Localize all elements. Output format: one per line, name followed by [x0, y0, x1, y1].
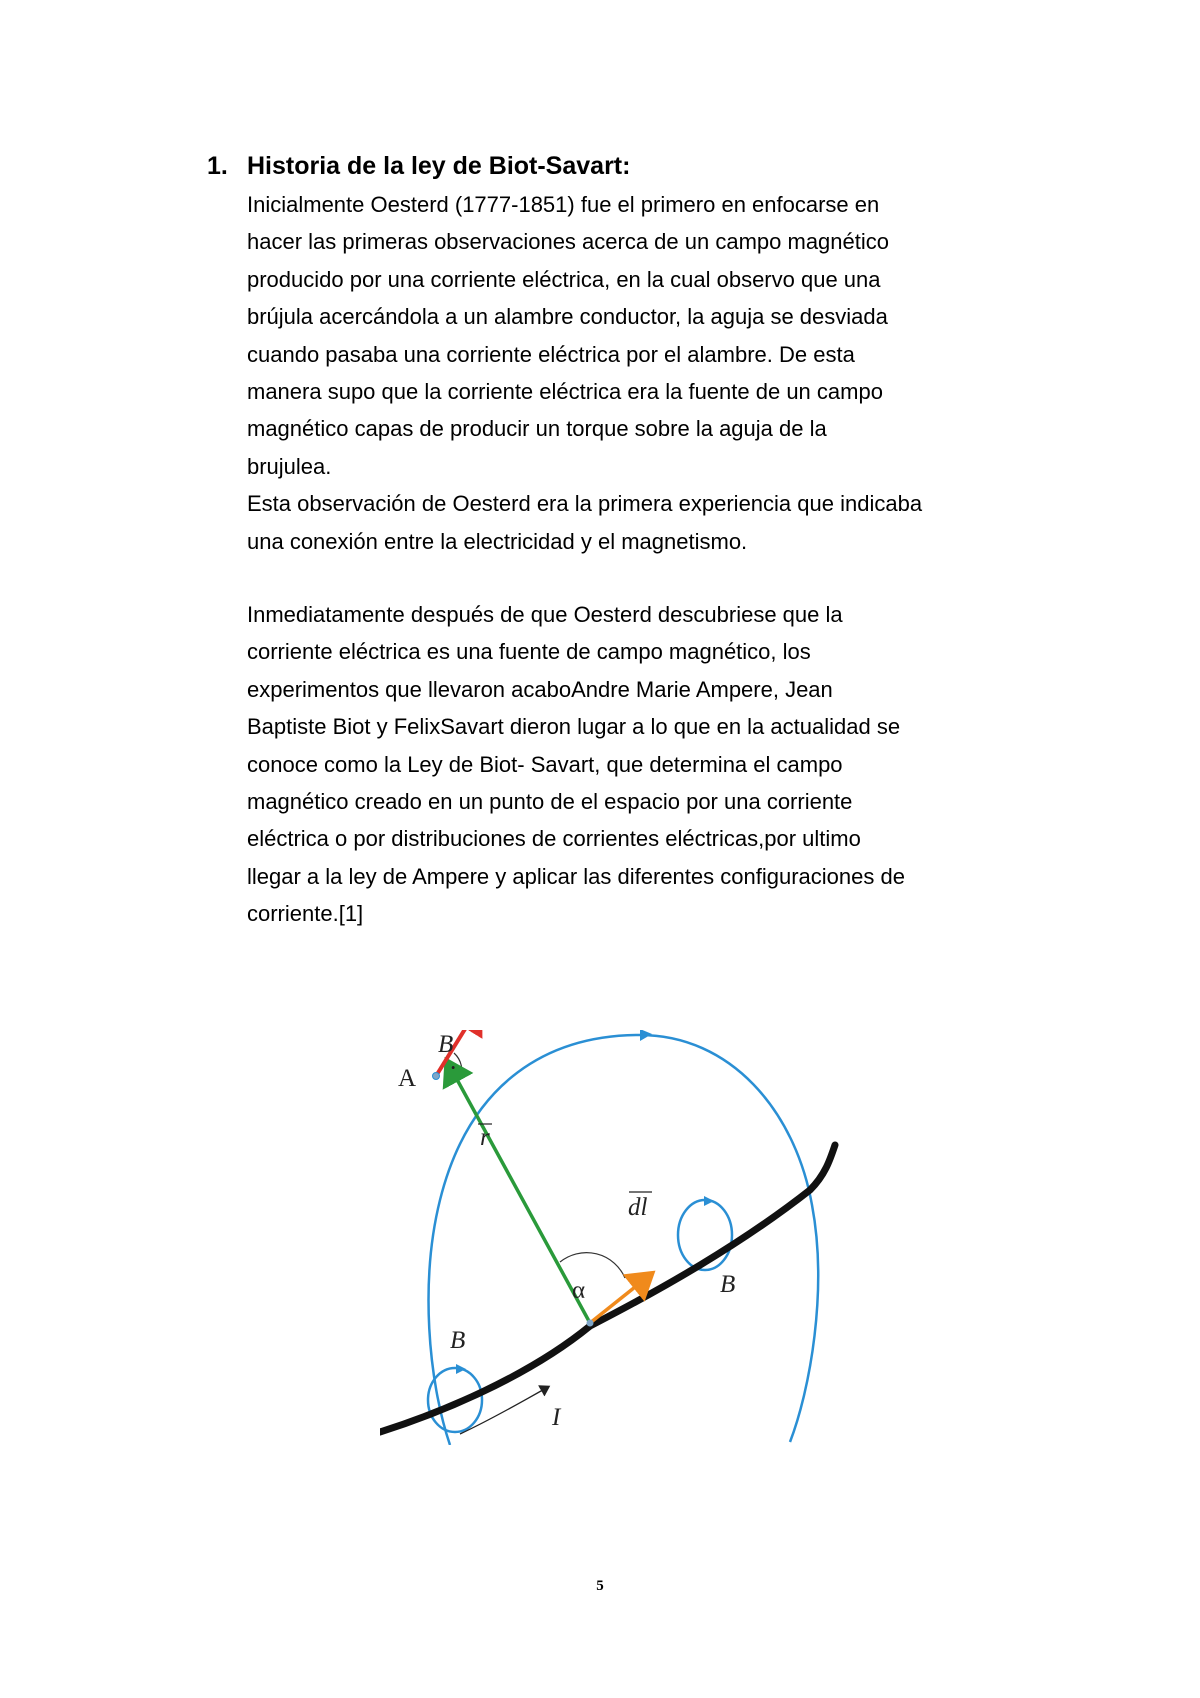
text-line: producido por una corriente eléctrica, en la cual observo que una — [247, 266, 881, 292]
text-line: una conexión entre la electricidad y el magnetismo. — [247, 528, 748, 554]
current-wire — [380, 1145, 835, 1438]
position-vector-r — [448, 1063, 590, 1323]
section-title: Historia de la ley de Biot-Savart: — [247, 152, 631, 180]
point-a-marker — [433, 1073, 440, 1080]
angle-arc — [560, 1253, 625, 1278]
text-line: Esta observación de Oesterd era la primera experiencia que indicaba — [247, 491, 923, 517]
label-right-angle-dot: · — [449, 1055, 458, 1082]
paragraph-history-oersted — [247, 186, 1077, 560]
field-line-large — [429, 1035, 819, 1445]
text-line: brujulea. — [247, 453, 332, 479]
label-B-left-loop: B — [450, 1327, 466, 1354]
text-line: manera supo que la corriente eléctrica era la fuente de un campo — [247, 379, 883, 405]
text-line: cuando pasaba una corriente eléctrica por el alambre. De esta — [247, 341, 855, 367]
text-line: magnético capas de producir un torque sobre la aguja de la — [247, 416, 827, 442]
loop-right-arrowhead — [704, 1196, 714, 1206]
label-alpha: α — [572, 1277, 586, 1304]
label-B-right-loop: B — [720, 1271, 736, 1298]
text-line: corriente eléctrica es una fuente de campo magnético, los — [247, 639, 811, 665]
text-line: eléctrica o por distribuciones de corrientes eléctricas,por ultimo — [247, 826, 861, 852]
text-line: experimentos que llevaron acaboAndre Marie Ampere, Jean — [247, 676, 833, 702]
text-line: hacer las primeras observaciones acerca de un campo magnético — [247, 229, 889, 255]
label-dl-vector: dl — [628, 1194, 648, 1221]
biot-savart-svg — [380, 1030, 860, 1445]
page-number: 5 — [596, 1578, 604, 1594]
label-point-A: A — [398, 1065, 417, 1092]
text-line: llegar a la ley de Ampere y aplicar las diferentes configuraciones de — [247, 863, 905, 889]
label-r-vector: r — [480, 1124, 490, 1151]
text-line: brújula acercándola a un alambre conductor, la aguja se desviada — [247, 304, 888, 330]
text-line: Inmediatamente después de que Oesterd descubriese que la — [247, 602, 843, 627]
paragraph-biot-savart-law — [247, 596, 1077, 933]
text-line: corriente.[1] — [247, 901, 364, 927]
biot-savart-diagram — [380, 1030, 860, 1445]
loop-left-arrowhead — [456, 1364, 466, 1374]
section-heading — [207, 148, 630, 184]
wire-element-marker — [587, 1320, 594, 1327]
label-B-vector: B — [438, 1031, 454, 1058]
field-loop-left — [428, 1368, 482, 1432]
text-line: magnético creado en un punto de el espacio por una corriente — [247, 789, 853, 815]
label-I-current: I — [552, 1404, 561, 1431]
text-line: conoce como la Ley de Biot- Savart, que determina el campo — [247, 751, 843, 777]
section-number: 1. — [207, 152, 228, 180]
text-line: Baptiste Biot y FelixSavart dieron lugar a lo que en la actualidad se — [247, 714, 901, 740]
text-line: Inicialmente Oesterd (1777-1851) fue el primero en enfocarse en — [247, 192, 880, 217]
